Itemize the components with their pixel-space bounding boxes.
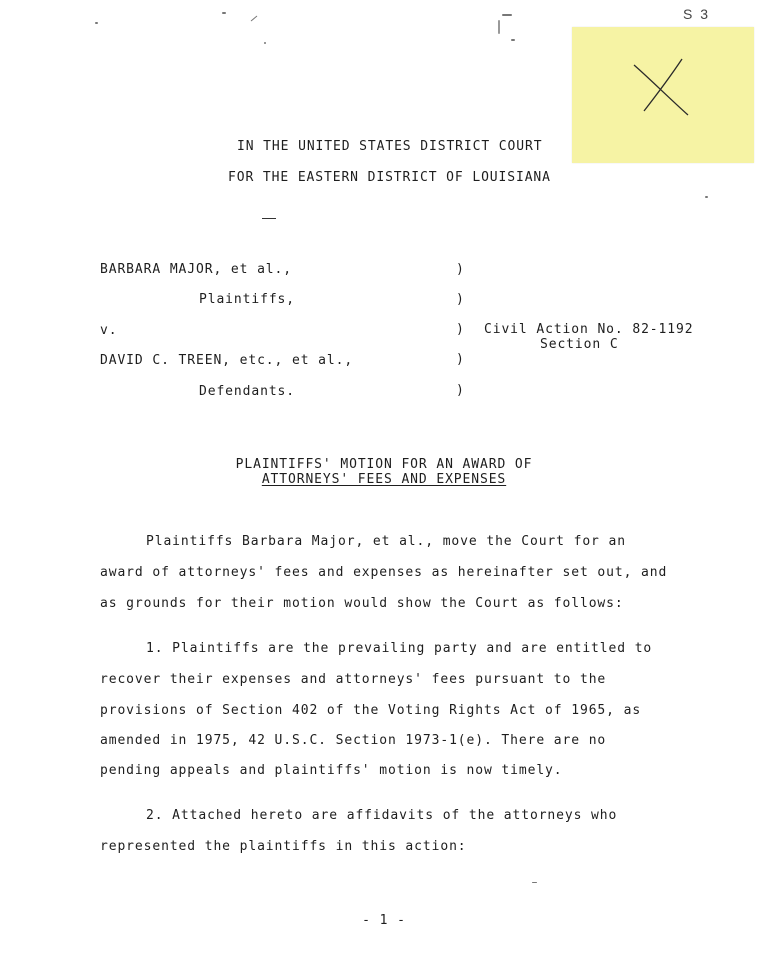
page-number: - 1 - xyxy=(362,913,406,928)
para2-line: 2. Attached hereto are affidavits of the attorneys who xyxy=(146,808,618,823)
caption-bracket: ) xyxy=(456,322,465,337)
caption-bracket: ) xyxy=(456,292,465,307)
defendant-role: Defendants. xyxy=(199,384,295,399)
scan-speck xyxy=(222,12,226,14)
defendant-name: DAVID C. TREEN, etc., et al., xyxy=(100,353,354,368)
para1-line: amended in 1975, 42 U.S.C. Section 1973-1(e). There are no xyxy=(100,733,607,748)
plaintiff-role: Plaintiffs, xyxy=(199,292,295,307)
motion-title-line2-text: ATTORNEYS' FEES AND EXPENSES xyxy=(261,472,507,487)
motion-title-line1: PLAINTIFFS' MOTION FOR AN AWARD OF xyxy=(235,457,533,472)
intro-line: award of attorneys' fees and expenses as hereinafter set out, and xyxy=(100,565,668,580)
intro-line: Plaintiffs Barbara Major, et al., move the Court for an xyxy=(146,534,626,549)
scan-speck xyxy=(532,882,537,883)
court-header-line1: IN THE UNITED STATES DISTRICT COURT xyxy=(237,139,543,154)
corner-mark: S 3 xyxy=(683,6,711,22)
header-dash xyxy=(262,218,276,219)
versus-label: v. xyxy=(100,323,118,338)
x-mark-icon xyxy=(630,57,702,119)
scan-speck xyxy=(498,20,500,34)
caption-bracket: ) xyxy=(456,262,465,277)
scan-speck xyxy=(705,196,708,198)
scan-speck xyxy=(95,22,98,24)
para1-line: 1. Plaintiffs are the prevailing party and are entitled to xyxy=(146,641,653,656)
intro-line: as grounds for their motion would show the Court as follows: xyxy=(100,596,624,611)
caption-bracket: ) xyxy=(456,383,465,398)
motion-title-line2 xyxy=(0,472,768,488)
scan-speck xyxy=(264,42,266,44)
para1-line: recover their expenses and attorneys' fees pursuant to the xyxy=(100,672,607,687)
civil-action-number: Civil Action No. 82-1192 xyxy=(484,322,694,337)
para1-line: provisions of Section 402 of the Voting Rights Act of 1965, as xyxy=(100,703,642,718)
para1-line: pending appeals and plaintiffs' motion is now timely. xyxy=(100,763,563,778)
scan-speck xyxy=(251,16,258,22)
para2-line: represented the plaintiffs in this action: xyxy=(100,839,467,854)
scan-speck xyxy=(511,39,515,41)
sticky-note xyxy=(572,27,754,163)
plaintiff-name: BARBARA MAJOR, et al., xyxy=(100,262,292,277)
section-label: Section C xyxy=(540,337,619,352)
court-header-line2: FOR THE EASTERN DISTRICT OF LOUISIANA xyxy=(228,170,551,185)
scan-speck xyxy=(502,14,512,16)
caption-bracket: ) xyxy=(456,352,465,367)
